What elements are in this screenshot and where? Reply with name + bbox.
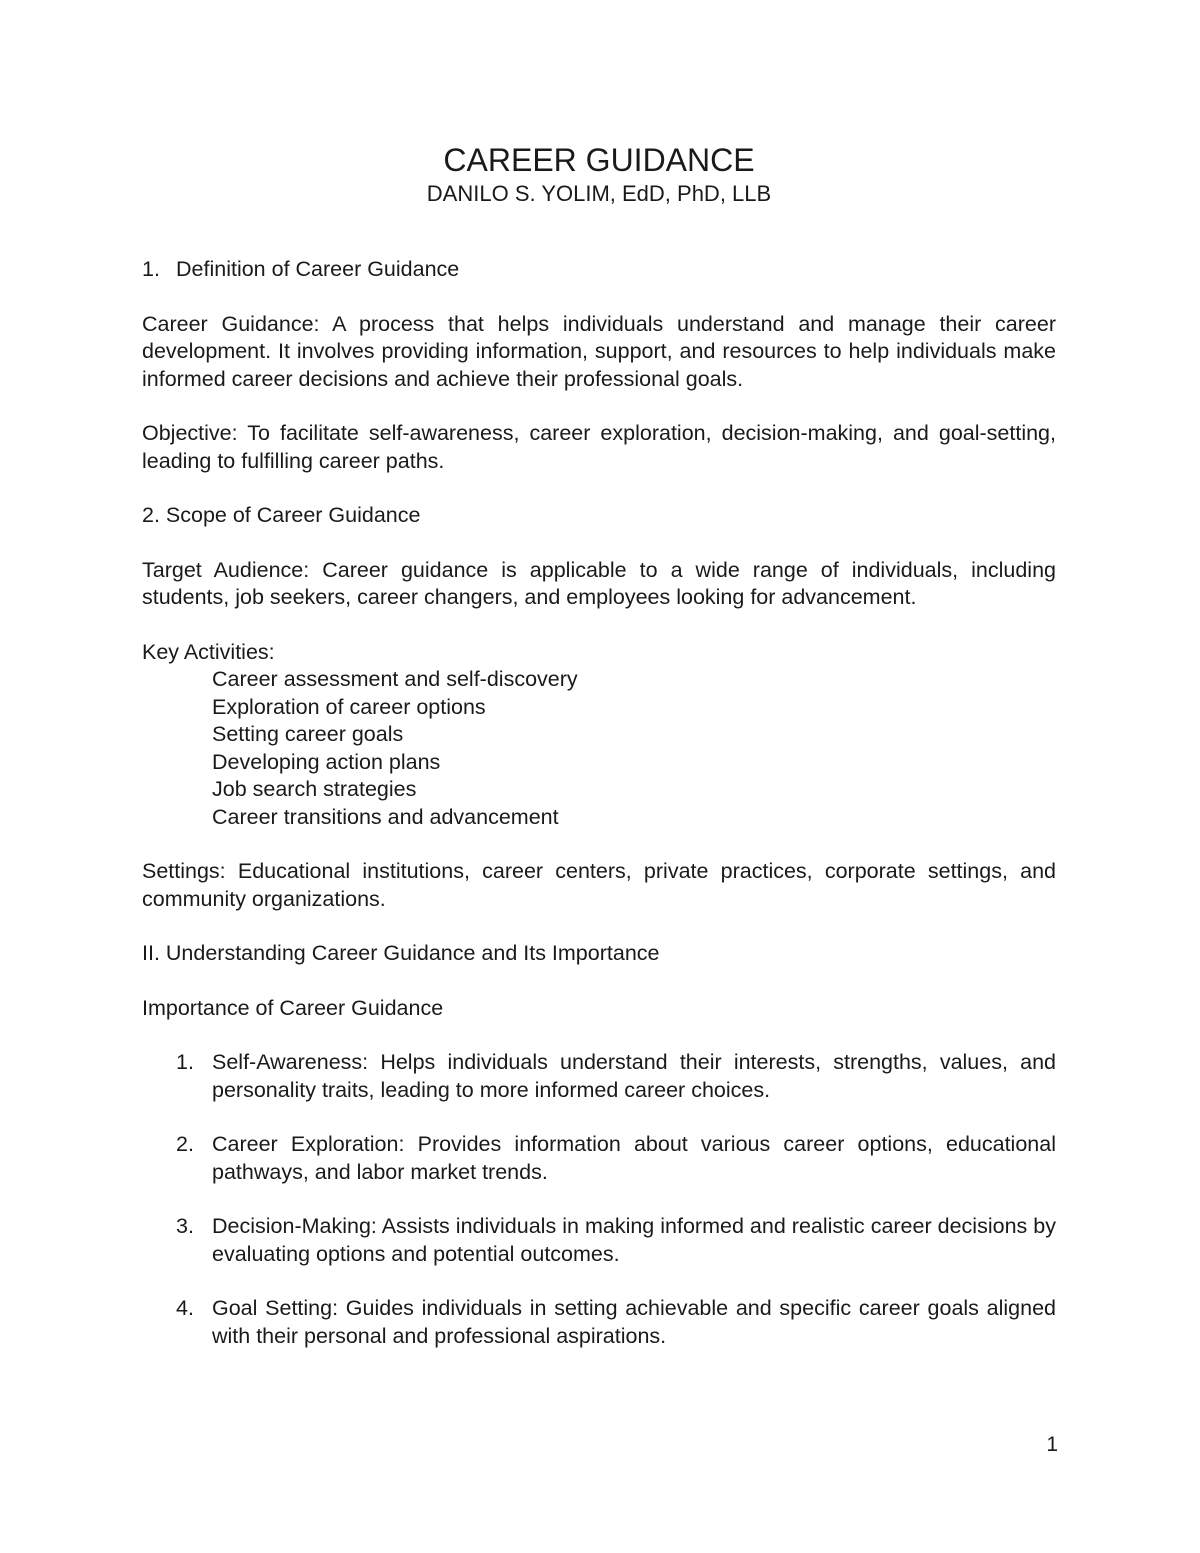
- item-number: 1.: [176, 1050, 194, 1074]
- item-number: 4.: [176, 1296, 194, 1320]
- document-title: CAREER GUIDANCE: [443, 142, 755, 178]
- definition-paragraph: Career Guidance: A process that helps individuals understand and manage their career development. It involves providing information, support, and resources to help individuals make informed career decisions and achieve their professional goals.: [142, 311, 1056, 391]
- item-text: Self-Awareness: Helps individuals understand their interests, strengths, values, and personality traits, leading to more informed career choices.: [212, 1050, 1056, 1102]
- list-item: Exploration of career options: [212, 694, 486, 719]
- item-text: Goal Setting: Guides individuals in setting achievable and specific career goals aligned with their personal and professional aspirations.: [212, 1296, 1056, 1348]
- section3-heading: II. Understanding Career Guidance and Its Importance: [142, 941, 660, 965]
- list-item: [142, 1049, 1056, 1104]
- key-activities-list: [212, 666, 1056, 831]
- item-number: 3.: [176, 1214, 194, 1238]
- list-item: [142, 1213, 1056, 1268]
- importance-subheading: Importance of Career Guidance: [142, 995, 444, 1020]
- importance-list: [142, 1049, 1056, 1350]
- settings-paragraph: Settings: Educational institutions, career centers, private practices, corporate settings, and community organizations.: [142, 859, 1056, 911]
- list-item: Career assessment and self-discovery: [212, 667, 578, 691]
- target-audience-paragraph: Target Audience: Career guidance is applicable to a wide range of individuals, including students, job seekers, career changers, and employees looking for advancement.: [142, 557, 1056, 609]
- key-activities-label: Key Activities:: [142, 639, 275, 664]
- section1-heading: [142, 256, 1056, 284]
- item-text: Decision-Making: Assists individuals in making informed and realistic career decisions by evaluating options and potential outcomes.: [212, 1214, 1056, 1266]
- section1-heading-text: Definition of Career Guidance: [176, 257, 460, 281]
- list-item: Developing action plans: [212, 749, 441, 774]
- page-number: 1: [1046, 1433, 1058, 1456]
- list-item: [142, 1131, 1056, 1186]
- item-number: 2.: [176, 1132, 194, 1156]
- document-page: [142, 140, 1056, 1377]
- list-item: Career transitions and advancement: [212, 804, 559, 829]
- list-item: [142, 1295, 1056, 1350]
- item-text: Career Exploration: Provides information about various career options, educational pathways, and labor market trends.: [212, 1132, 1056, 1184]
- list-item: Setting career goals: [212, 722, 404, 746]
- list-item: Job search strategies: [212, 777, 417, 801]
- section2-heading: 2. Scope of Career Guidance: [142, 503, 421, 527]
- document-author: DANILO S. YOLIM, EdD, PhD, LLB: [426, 181, 772, 206]
- objective-paragraph: Objective: To facilitate self-awareness, career exploration, decision-making, and goal-setting, leading to fulfilling career paths.: [142, 421, 1056, 473]
- section1-number: 1.: [142, 257, 160, 281]
